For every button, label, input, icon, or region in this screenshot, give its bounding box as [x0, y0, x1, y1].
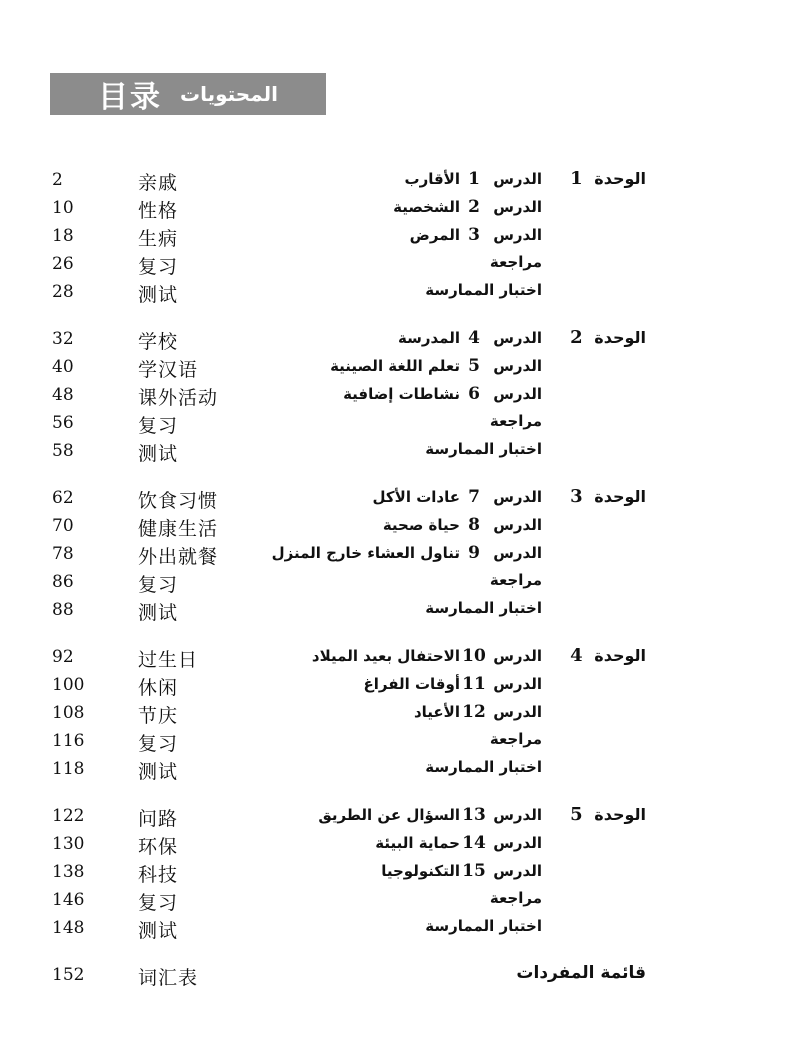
toc-row[interactable] [0, 568, 790, 596]
lesson-entry [425, 917, 542, 935]
lesson-entry [410, 225, 542, 245]
lesson-number: 2 [468, 197, 480, 217]
lesson-entry [490, 889, 542, 907]
lesson-title: المدرسة [398, 329, 460, 347]
lesson-title: اختبار الممارسة [425, 440, 542, 458]
page-number: 58 [52, 441, 74, 461]
lesson-title: الأقارب [404, 170, 460, 188]
lesson-title: اختبار الممارسة [425, 599, 542, 617]
unit-number: 3 [570, 486, 583, 507]
page-number: 28 [52, 282, 74, 302]
chinese-title: 休闲 [138, 677, 179, 699]
lesson-title: نشاطات إضافية [343, 385, 460, 403]
unit-word: الوحدة [594, 487, 646, 506]
lesson-word: الدرس [493, 357, 542, 375]
page-number: 2 [52, 170, 63, 190]
chinese-title: 复习 [138, 892, 179, 914]
lesson-word: الدرس [493, 198, 542, 216]
chinese-title: 外出就餐 [138, 546, 219, 568]
chinese-title: 测试 [138, 602, 179, 624]
lesson-title: الشخصية [393, 198, 460, 216]
chinese-title: 科技 [138, 864, 179, 886]
unit-label [570, 645, 646, 666]
lesson-entry [393, 197, 542, 217]
contents-header [50, 73, 326, 115]
page-number: 116 [52, 731, 85, 751]
toc-row[interactable] [0, 699, 790, 727]
lesson-entry [405, 169, 543, 189]
chinese-title: 词汇表 [138, 967, 199, 989]
unit-number: 1 [570, 168, 583, 189]
lesson-title: التكنولوجيا [381, 862, 460, 880]
chinese-title: 学校 [138, 331, 179, 353]
lesson-number: 8 [468, 515, 480, 535]
lesson-title: تعلم اللغة الصينية [330, 357, 460, 375]
lesson-title: اختبار الممارسة [425, 917, 542, 935]
lesson-number: 1 [468, 169, 480, 189]
lesson-number: 5 [468, 356, 480, 376]
toc-row[interactable] [0, 325, 790, 353]
lesson-entry [373, 487, 542, 507]
lesson-title: عادات الأكل [372, 488, 460, 506]
lesson-number: 3 [468, 225, 480, 245]
chinese-title: 复习 [138, 574, 179, 596]
toc-row[interactable] [0, 886, 790, 914]
chinese-title: 学汉语 [138, 359, 199, 381]
lesson-number: 14 [462, 833, 486, 853]
chinese-title: 过生日 [138, 649, 199, 671]
lesson-word: الدرس [493, 647, 542, 665]
chinese-title: 节庆 [138, 705, 179, 727]
lesson-title: مراجعة [489, 571, 542, 589]
unit-section [0, 802, 790, 942]
lesson-number: 12 [462, 702, 486, 722]
lesson-entry [414, 702, 542, 722]
lesson-entry [330, 356, 542, 376]
unit-label [570, 804, 646, 825]
lesson-entry [490, 412, 542, 430]
lesson-title: اختبار الممارسة [425, 281, 542, 299]
lesson-title: الاحتفال بعيد الميلاد [311, 647, 460, 665]
unit-label [570, 168, 646, 189]
toc-row[interactable] [0, 194, 790, 222]
lesson-number: 7 [468, 487, 480, 507]
page-number: 88 [52, 600, 74, 620]
vocabulary-label: قائمة المفردات [516, 963, 646, 983]
page-number: 62 [52, 488, 74, 508]
lesson-entry [425, 599, 542, 617]
lesson-title: تناول العشاء خارج المنزل [271, 544, 460, 562]
lesson-word: الدرس [493, 385, 542, 403]
toc-row[interactable] [0, 914, 790, 942]
lesson-number: 10 [462, 646, 486, 666]
toc-row[interactable] [0, 437, 790, 465]
chinese-title: 复习 [138, 415, 179, 437]
lesson-entry [375, 833, 542, 853]
lesson-title: أوقات الفراغ [363, 675, 460, 693]
lesson-entry [490, 253, 542, 271]
lesson-word: الدرس [493, 834, 542, 852]
lesson-title: مراجعة [489, 730, 542, 748]
lesson-word: الدرس [493, 675, 542, 693]
chinese-title: 性格 [138, 200, 179, 222]
lesson-word: الدرس [493, 488, 542, 506]
chinese-title: 环保 [138, 836, 179, 858]
page-number: 48 [52, 385, 74, 405]
lesson-word: الدرس [493, 329, 542, 347]
toc-row[interactable] [0, 409, 790, 437]
lesson-number: 9 [468, 543, 480, 563]
lesson-title: المرض [409, 226, 460, 244]
toc-row[interactable] [0, 278, 790, 306]
toc-row[interactable] [0, 671, 790, 699]
page-number: 86 [52, 572, 74, 592]
unit-word: الوحدة [594, 328, 646, 347]
toc-row[interactable] [0, 250, 790, 278]
lesson-title: اختبار الممارسة [425, 758, 542, 776]
lesson-entry [398, 328, 542, 348]
lesson-word: الدرس [493, 170, 542, 188]
page-number: 148 [52, 918, 85, 938]
toc-row[interactable] [0, 802, 790, 830]
toc-row[interactable] [0, 353, 790, 381]
page-number: 56 [52, 413, 74, 433]
toc-row[interactable] [0, 222, 790, 250]
page-number: 18 [52, 226, 74, 246]
unit-number: 5 [570, 804, 583, 825]
chinese-title: 课外活动 [138, 387, 219, 409]
chinese-title: 测试 [138, 761, 179, 783]
unit-section [0, 484, 790, 624]
page-number: 146 [52, 890, 85, 910]
chinese-title: 复习 [138, 256, 179, 278]
lesson-entry [381, 861, 542, 881]
chinese-title: 生病 [138, 228, 179, 250]
chinese-title: 测试 [138, 920, 179, 942]
unit-section [0, 166, 790, 306]
lesson-entry [312, 646, 542, 666]
toc-row[interactable] [0, 858, 790, 886]
lesson-word: الدرس [493, 544, 542, 562]
lesson-title: مراجعة [489, 889, 542, 907]
page-number: 118 [52, 759, 85, 779]
toc-row[interactable] [0, 596, 790, 624]
lesson-entry [490, 730, 542, 748]
toc-row[interactable] [0, 484, 790, 512]
lesson-title: حياة صحية [382, 516, 460, 534]
page-number: 26 [52, 254, 74, 274]
toc-row[interactable] [0, 643, 790, 671]
lesson-number: 15 [462, 861, 486, 881]
lesson-entry [363, 674, 542, 694]
chinese-title: 测试 [138, 284, 179, 306]
toc-row[interactable] [0, 727, 790, 755]
unit-number: 4 [570, 645, 583, 666]
toc-row[interactable] [0, 755, 790, 783]
header-chinese-title: 目录 [97, 80, 162, 115]
lesson-entry [343, 384, 542, 404]
page-number: 108 [52, 703, 85, 723]
unit-word: الوحدة [594, 805, 646, 824]
lesson-word: الدرس [493, 516, 542, 534]
page-number: 10 [52, 198, 74, 218]
lesson-entry [383, 515, 542, 535]
toc-row[interactable] [0, 381, 790, 409]
chinese-title: 测试 [138, 443, 179, 465]
chinese-title: 健康生活 [138, 518, 219, 540]
header-arabic-title: المحتويات [179, 82, 278, 106]
unit-section [0, 325, 790, 465]
lesson-number: 6 [468, 384, 480, 404]
unit-section [0, 643, 790, 783]
lesson-entry [425, 281, 542, 299]
page-number: 138 [52, 862, 85, 882]
lesson-title: مراجعة [489, 253, 542, 271]
lesson-entry [425, 758, 542, 776]
lesson-number: 13 [462, 805, 486, 825]
lesson-entry [318, 805, 542, 825]
chinese-title: 问路 [138, 808, 179, 830]
unit-word: الوحدة [594, 169, 646, 188]
lesson-entry [272, 543, 542, 563]
chinese-title: 亲戚 [138, 172, 179, 194]
page-number: 130 [52, 834, 85, 854]
page-number: 70 [52, 516, 74, 536]
chinese-title: 复习 [138, 733, 179, 755]
unit-label [570, 327, 646, 348]
lesson-title: مراجعة [489, 412, 542, 430]
lesson-word: الدرس [493, 806, 542, 824]
page-number: 32 [52, 329, 74, 349]
unit-word: الوحدة [594, 646, 646, 665]
toc-row[interactable] [0, 166, 790, 194]
page-number: 122 [52, 806, 85, 826]
lesson-entry [425, 440, 542, 458]
page-number: 152 [52, 965, 85, 985]
lesson-word: الدرس [493, 862, 542, 880]
lesson-title: حماية البيئة [375, 834, 460, 852]
unit-label [570, 486, 646, 507]
unit-number: 2 [570, 327, 583, 348]
page-number: 40 [52, 357, 74, 377]
vocabulary-row[interactable] [0, 961, 790, 989]
lesson-word: الدرس [493, 226, 542, 244]
toc-row[interactable] [0, 512, 790, 540]
table-of-contents [0, 166, 790, 989]
lesson-title: الأعياد [413, 703, 460, 721]
lesson-number: 4 [468, 328, 480, 348]
lesson-number: 11 [462, 674, 486, 694]
page-number: 92 [52, 647, 74, 667]
page-number: 78 [52, 544, 74, 564]
page-number: 100 [52, 675, 85, 695]
lesson-word: الدرس [493, 703, 542, 721]
chinese-title: 饮食习惯 [138, 490, 219, 512]
lesson-entry [490, 571, 542, 589]
toc-row[interactable] [0, 540, 790, 568]
lesson-title: السؤال عن الطريق [318, 806, 460, 824]
toc-row[interactable] [0, 830, 790, 858]
